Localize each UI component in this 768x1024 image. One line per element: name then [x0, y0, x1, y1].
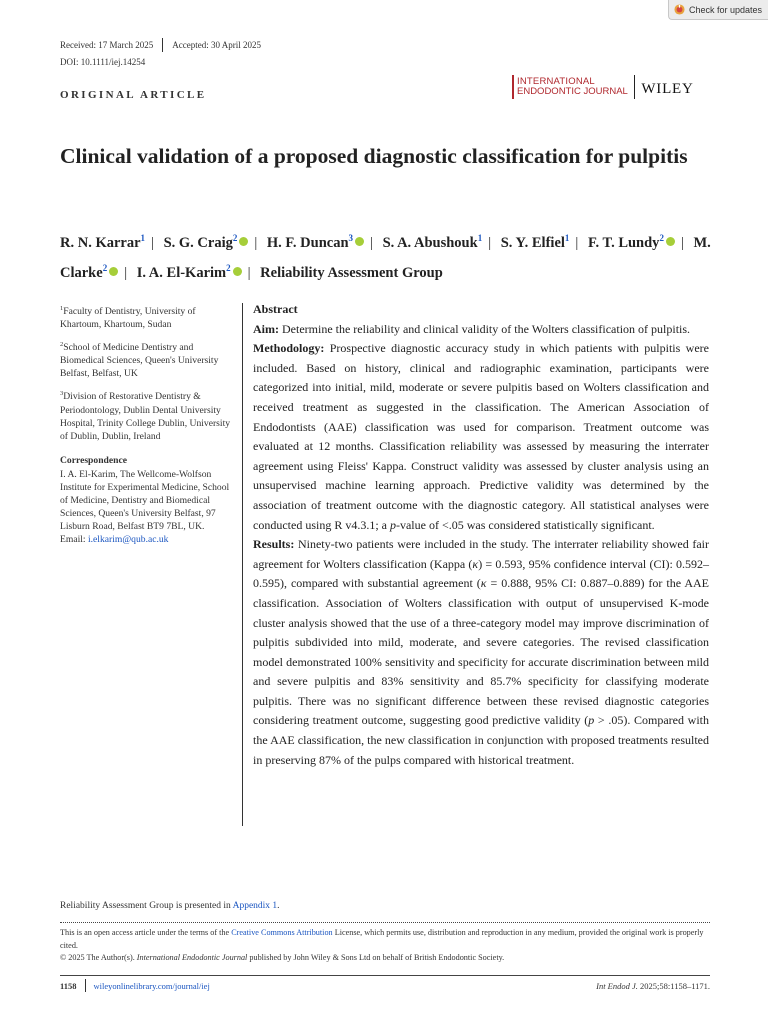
author-separator: | — [247, 264, 251, 281]
author-separator: | — [488, 234, 492, 251]
email-link[interactable]: i.elkarim@qub.ac.uk — [87, 533, 169, 545]
author-name: F. T. Lundy — [587, 234, 660, 251]
author-affiliation-sup: 1 — [564, 233, 570, 243]
abstract-heading: Abstract — [253, 302, 298, 316]
author-name: S. G. Craig — [163, 234, 233, 251]
journal-url-link[interactable]: wileyonlinelibrary.com/journal/iej — [93, 980, 210, 991]
journal-logo — [512, 75, 694, 99]
author-affiliation-sup: 2 — [232, 233, 238, 243]
orcid-icon[interactable] — [355, 237, 364, 246]
author-affiliation-sup: 1 — [477, 233, 483, 243]
citation: Int Endod J. 2025;58:1158–1171. — [596, 980, 710, 991]
license-link[interactable]: Creative Commons Attribution — [231, 928, 333, 937]
orcid-icon[interactable] — [666, 237, 675, 246]
author-name: Reliability Assessment Group — [260, 264, 443, 281]
orcid-icon[interactable] — [109, 267, 118, 276]
journal-name-line1: INTERNATIONAL — [517, 75, 595, 87]
author-separator: | — [680, 234, 684, 251]
abstract-aim: Aim: Determine the reliability and clinical validity of the Wolters classification of pulpitis. — [253, 321, 691, 336]
abstract — [253, 300, 709, 770]
orcid-icon[interactable] — [239, 237, 248, 246]
abstract-results: Results: Ninety-two patients were included in the study. The interrater reliability showed fair agreement for Wolters classification (Kappa (κ) = 0.593, 95% confidence interval (CI): 0.592–0.595), compared with substantial agreement (κ = 0.888, 95% CI: 0.887–0.889) for the AAE classification. Association of Wolters classification with output of unsupervised K-mode cluster analysis showed that the use of a three-category model may improve discrimination of pulpitis subdivided into mild, moderate, and severe categories. The revised classification model demonstrated 100% sensitivity and specificity for accurate discrimination between mild and severe pulpitis and 83% sensitivity and 85.7% specificity for classifying moderate pulpitis. There was no significant difference between these revised diagnostic categories considering treatment outcome, suggesting good predictive validity (p > .05). Compared with the AAE classification, the new classification in conjunction with proposed treatments resulted in preserving 87% of the pulps compared with historical treatment. — [253, 537, 709, 767]
article-type: ORIGINAL ARTICLE — [60, 89, 207, 101]
author-name: H. F. Duncan — [266, 234, 349, 251]
journal-name-line2: ENDODONTIC JOURNAL — [517, 86, 628, 97]
received-date: Received: 17 March 2025 — [60, 40, 154, 50]
author-name: R. N. Karrar — [60, 234, 141, 251]
license-notice: This is an open access article under the terms of the Creative Commons Attribution License, which permits use, distribution and reproduction in any medium, provided the original work is properly cited. © 2025 The Author(s). International Endodontic Journal published by John Wiley & Sons Ltd on behalf of British Endodontic Society. — [60, 928, 704, 962]
page-number: 1158 — [60, 980, 77, 991]
author-separator: | — [254, 234, 258, 251]
check-for-updates-button[interactable] — [668, 0, 768, 20]
meta-divider — [162, 38, 163, 52]
affiliation-3: $^3$Division of Restorative Dentistry & Periodontology, Dublin Dental University Hospital, Trinity College Dublin, University of Dublin, Dublin, Ireland — [60, 390, 231, 442]
check-updates-label: Check for updates — [689, 4, 763, 15]
footer-divider — [85, 979, 86, 992]
orcid-icon[interactable] — [233, 267, 242, 276]
affiliation-1: $^1$Faculty of Dentistry, University of Khartoum, Khartoum, Sudan — [60, 305, 196, 331]
accepted-date: Accepted: 30 April 2025 — [172, 40, 261, 50]
appendix-link[interactable]: Appendix 1 — [232, 901, 278, 911]
article-dates — [60, 38, 261, 52]
author-separator: | — [151, 234, 154, 251]
affiliations — [60, 302, 232, 553]
author-affiliation-sup: 2 — [226, 262, 231, 273]
author-name: S. A. Abushouk — [382, 234, 478, 251]
author-separator: | — [124, 264, 128, 281]
journal-logo-bar — [512, 75, 514, 99]
abstract-methodology: Methodology: Prospective diagnostic accuracy study in which patients with pulpitis were included. Based on history, clinical and radiographic examination, participants were categorized into initial, mild, moderate or severe pulpitis based on Wolters classification and received treatment as suggested in the classification. The American Association of Endodontists (AAE) classification was used for comparison. Treatment outcome was evaluated at 12 months. Classification reliability was assessed by measuring the interrater agreement using Fleiss' Kappa. Construct validity was assessed by cluster analysis using an unsupervised machine learning approach. Predictive validity was determined by the association of treatment outcome with the diagnostic category. All statistical analyses were conducted using R v4.3.1; a p-value of <.05 was considered statistically significant. — [253, 341, 710, 532]
author-separator: | — [575, 234, 579, 251]
author-name: S. Y. Elfiel — [500, 234, 565, 251]
author-affiliation-sup: 3 — [348, 233, 354, 243]
column-divider — [242, 303, 243, 826]
logo-divider — [634, 75, 636, 99]
check-updates-icon — [674, 4, 685, 15]
author-list — [60, 226, 720, 286]
correspondence-text: I. A. El-Karim, The Wellcome-Wolfson Institute for Experimental Medicine, School of Medicine, Dentistry and Biomedical Sciences, Queen's University Belfast, 97 Lisburn Road, Belfast BT9 7BL, UK. Email: i.elkarim@qub.ac.uk — [60, 468, 230, 545]
author-name: I. A. El-Karim — [136, 264, 227, 281]
paper-title: Clinical validation of a proposed diagnostic classification for pulpitis — [60, 144, 688, 168]
author-affiliation-sup: 2 — [102, 262, 108, 273]
doi: DOI: 10.1111/iej.14254 — [60, 57, 146, 67]
page-footer — [60, 979, 710, 992]
group-footnote: Reliability Assessment Group is presented in Appendix 1. — [60, 901, 280, 911]
correspondence-heading: Correspondence — [60, 454, 127, 466]
publisher-logo: WILEY — [641, 80, 694, 97]
dotted-divider — [60, 922, 710, 923]
author-separator: | — [370, 234, 373, 251]
author-affiliation-sup: 1 — [140, 233, 146, 243]
author-affiliation-sup: 2 — [659, 233, 664, 243]
footer-rule — [60, 975, 710, 976]
author-name: M. Clarke — [60, 234, 711, 281]
affiliation-2: $^2$School of Medicine Dentistry and Biomedical Sciences, Queen's University Belfast, Belfast, UK — [60, 341, 219, 380]
